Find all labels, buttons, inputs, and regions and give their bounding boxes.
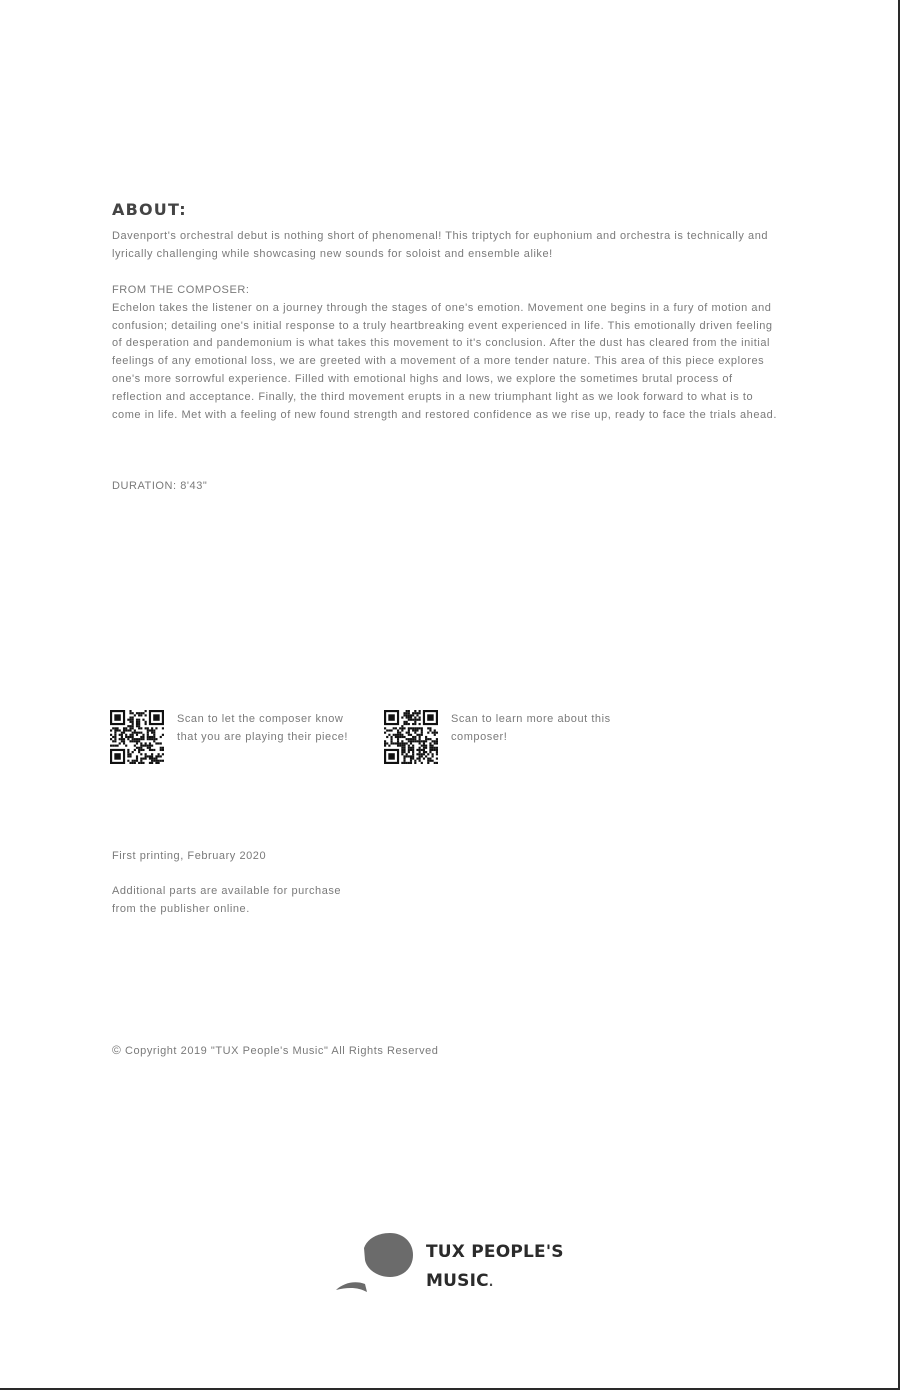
- publisher-dot: .: [488, 1275, 494, 1289]
- qr-group-learn-more: [384, 710, 631, 764]
- printing-note: First printing, February 2020: [112, 850, 267, 862]
- composer-note-heading: FROM THE COMPOSER:: [112, 284, 250, 296]
- copyright-notice: [112, 1041, 438, 1060]
- composer-note-body: Echelon takes the listener on a journey through the stages of one's emotion. Movement one begins in a fury of motion and confusion; detailing one's initial response to a truly heartbreaking event experienced in life. This emotionally driven feeling of desperation and pandemonium is what takes this movement to it's conclusion. After the dust has cleared from the initial feelings of any emotional loss, we are greeted with a movement of a more tender nature. This area of this piece explores one's more sorrowful experience. Filled with emotional highs and lows, we explore the sometimes brutal process of reflection and acceptance. Finally, the third movement erupts in a new triumphant light as we look forward to what is to come in life. Met with a feeling of new found strength and restored confidence as we rise up, ready to face the trials ahead.: [112, 301, 777, 421]
- publisher-logo: [334, 1230, 564, 1297]
- publisher-name-line2: [426, 1267, 564, 1297]
- speech-bubble-icon: [334, 1230, 416, 1296]
- qr-caption-notify-composer: Scan to let the composer know that you are playing their piece!: [177, 713, 349, 743]
- about-body: [112, 228, 784, 264]
- qr-code-icon[interactable]: [384, 710, 438, 764]
- parts-note: Additional parts are available for purchase from the publisher online.: [112, 885, 342, 915]
- about-heading: ABOUT:: [112, 200, 187, 219]
- duration: DURATION: 8'43": [112, 480, 208, 492]
- publisher-name-line1: TUX PEOPLE'S: [426, 1242, 564, 1262]
- qr-code-icon[interactable]: [110, 710, 164, 764]
- publisher-name-word: MUSIC: [426, 1271, 489, 1291]
- composer-note: [112, 282, 784, 424]
- qr-caption-learn-more: Scan to learn more about this composer!: [451, 713, 611, 743]
- copyright-text: Copyright 2019 "TUX People's Music" All Rights Reserved: [121, 1045, 439, 1057]
- qr-group-notify-composer: [110, 710, 357, 764]
- publisher-name: [426, 1238, 564, 1297]
- copyright-icon: ©: [112, 1043, 122, 1057]
- about-paragraph: Davenport's orchestral debut is nothing short of phenomenal! This triptych for euphonium and orchestra is technically and lyrically challenging while showcasing new sounds for soloist and ensemble alike!: [112, 230, 769, 260]
